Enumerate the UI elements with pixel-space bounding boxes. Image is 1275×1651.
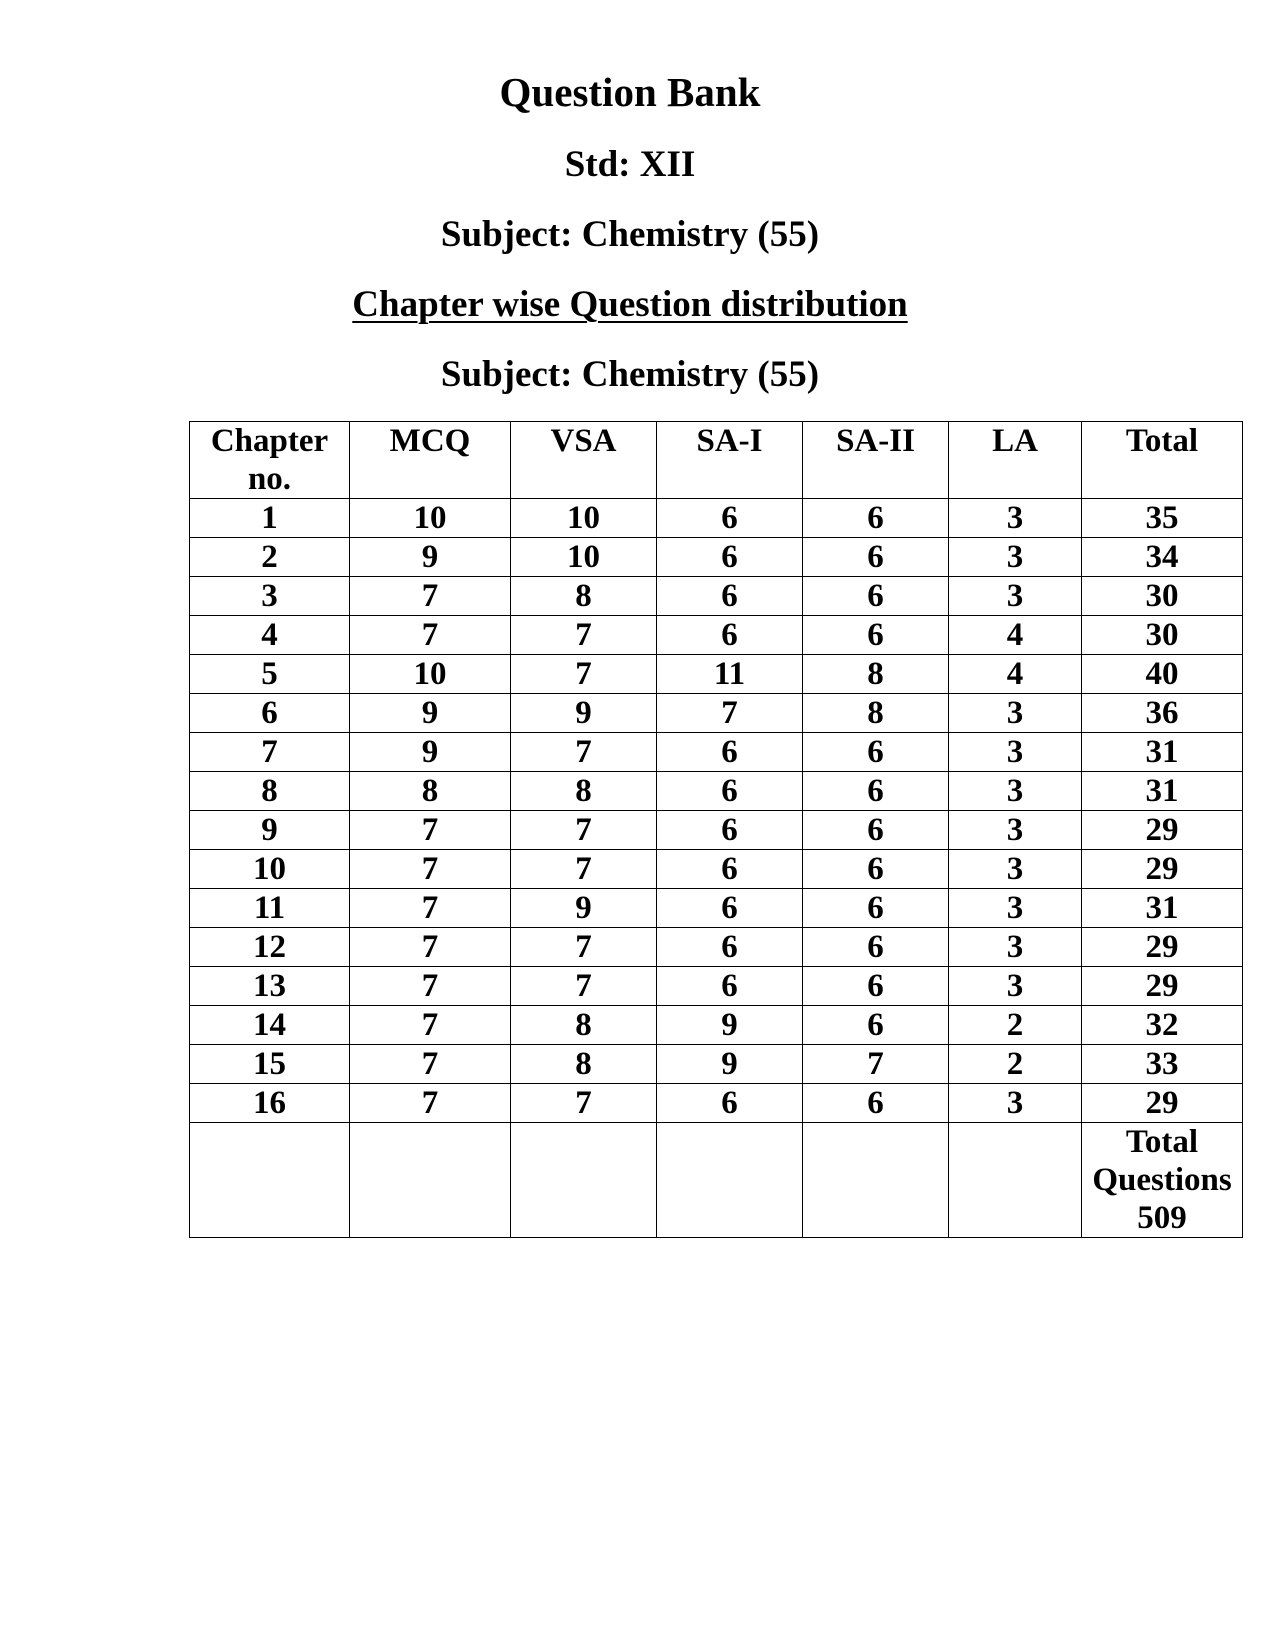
cell-chapter-no: 15 [190,1045,350,1084]
cell-la: 3 [949,889,1082,928]
cell-mcq: 7 [350,889,511,928]
total-questions-value: 509 [1137,1200,1187,1236]
cell-sa1: 6 [657,577,803,616]
cell-mcq: 7 [350,1006,511,1045]
cell-sa2: 6 [803,928,949,967]
cell-total: 29 [1082,928,1243,967]
cell-sa1: 9 [657,1045,803,1084]
cell-total: 33 [1082,1045,1243,1084]
cell-chapter-no: 4 [190,616,350,655]
table-row [190,1045,1243,1084]
cell-chapter-no: 16 [190,1084,350,1123]
cell-la: 4 [949,655,1082,694]
cell-mcq: 7 [350,928,511,967]
cell-la: 3 [949,694,1082,733]
cell-vsa: 10 [511,538,657,577]
subject-label: Subject: Chemistry (55) [440,214,820,255]
cell-la: 3 [949,772,1082,811]
table-row [190,811,1243,850]
cell-sa2: 8 [803,694,949,733]
cell-sa1: 6 [657,733,803,772]
cell-sa1: 6 [657,850,803,889]
cell-mcq: 8 [350,772,511,811]
cell-sa1: 6 [657,772,803,811]
cell-total: 29 [1082,1084,1243,1123]
cell-total: 40 [1082,655,1243,694]
cell-sa1: 6 [657,538,803,577]
cell-vsa: 7 [511,850,657,889]
cell-vsa: 7 [511,616,657,655]
header-sa1: SA-I [657,422,803,499]
cell-mcq: 9 [350,694,511,733]
cell-la: 2 [949,1045,1082,1084]
cell-la: 3 [949,499,1082,538]
cell-sa1: 6 [657,889,803,928]
cell-total: 31 [1082,889,1243,928]
cell-total: 29 [1082,811,1243,850]
header-chapter-line1: Chapter [210,423,329,459]
cell-mcq: 7 [350,1045,511,1084]
cell-vsa: 9 [511,889,657,928]
page-title: Question Bank [499,69,761,115]
empty-cell [350,1123,511,1238]
table-row [190,1006,1243,1045]
cell-chapter-no: 12 [190,928,350,967]
cell-sa2: 8 [803,655,949,694]
cell-mcq: 7 [350,811,511,850]
cell-sa1: 7 [657,694,803,733]
header-chapter-no [190,422,350,499]
cell-vsa: 7 [511,655,657,694]
cell-sa1: 6 [657,1084,803,1123]
cell-chapter-no: 14 [190,1006,350,1045]
table-total-row [190,1123,1243,1238]
cell-la: 3 [949,811,1082,850]
table-row [190,1084,1243,1123]
cell-la: 3 [949,538,1082,577]
cell-total: 32 [1082,1006,1243,1045]
empty-cell [949,1123,1082,1238]
cell-la: 3 [949,928,1082,967]
table-row [190,655,1243,694]
cell-total: 36 [1082,694,1243,733]
cell-sa2: 6 [803,1084,949,1123]
cell-vsa: 7 [511,811,657,850]
cell-la: 3 [949,1084,1082,1123]
cell-chapter-no: 11 [190,889,350,928]
cell-vsa: 7 [511,733,657,772]
cell-vsa: 7 [511,928,657,967]
header-mcq: MCQ [350,422,511,499]
cell-sa2: 6 [803,889,949,928]
cell-mcq: 9 [350,733,511,772]
cell-vsa: 7 [511,1084,657,1123]
cell-sa2: 6 [803,616,949,655]
cell-mcq: 10 [350,655,511,694]
cell-mcq: 10 [350,499,511,538]
cell-chapter-no: 9 [190,811,350,850]
cell-sa2: 6 [803,811,949,850]
question-distribution-table [189,421,1243,1238]
table-row [190,616,1243,655]
header-total: Total [1082,422,1243,499]
cell-vsa: 7 [511,967,657,1006]
table-row [190,499,1243,538]
cell-sa2: 6 [803,538,949,577]
cell-vsa: 9 [511,694,657,733]
cell-sa2: 6 [803,1006,949,1045]
header-la: LA [949,422,1082,499]
header-sa2: SA-II [803,422,949,499]
cell-vsa: 10 [511,499,657,538]
table-body [190,499,1243,1123]
subject-label-repeat: Subject: Chemistry (55) [440,354,820,395]
table-row [190,772,1243,811]
cell-total: 30 [1082,616,1243,655]
questions-label: Questions [1092,1162,1232,1198]
header-vsa: VSA [511,422,657,499]
cell-sa2: 6 [803,967,949,1006]
empty-cell [657,1123,803,1238]
cell-chapter-no: 1 [190,499,350,538]
cell-sa1: 6 [657,499,803,538]
empty-cell [190,1123,350,1238]
cell-sa1: 6 [657,967,803,1006]
cell-sa1: 9 [657,1006,803,1045]
table-header-row [190,422,1243,499]
cell-total: 29 [1082,850,1243,889]
cell-la: 3 [949,850,1082,889]
total-label: Total [1125,1124,1199,1160]
standard-label: Std: XII [564,144,696,185]
cell-total: 31 [1082,772,1243,811]
cell-mcq: 7 [350,577,511,616]
cell-chapter-no: 2 [190,538,350,577]
cell-vsa: 8 [511,577,657,616]
header-chapter-line2: no. [247,461,292,497]
cell-sa1: 6 [657,928,803,967]
cell-total: 30 [1082,577,1243,616]
cell-la: 2 [949,1006,1082,1045]
cell-sa1: 6 [657,811,803,850]
cell-la: 3 [949,967,1082,1006]
cell-chapter-no: 6 [190,694,350,733]
cell-mcq: 9 [350,538,511,577]
cell-chapter-no: 5 [190,655,350,694]
cell-chapter-no: 3 [190,577,350,616]
table-row [190,538,1243,577]
distribution-heading: Chapter wise Question distribution [352,284,908,325]
cell-chapter-no: 13 [190,967,350,1006]
empty-cell [803,1123,949,1238]
cell-sa2: 6 [803,499,949,538]
cell-sa1: 11 [657,655,803,694]
cell-la: 3 [949,577,1082,616]
cell-sa2: 6 [803,577,949,616]
cell-sa2: 7 [803,1045,949,1084]
cell-sa1: 6 [657,616,803,655]
cell-vsa: 8 [511,1045,657,1084]
total-questions-cell [1082,1123,1243,1238]
table-row [190,889,1243,928]
table-row [190,967,1243,1006]
cell-total: 29 [1082,967,1243,1006]
cell-chapter-no: 10 [190,850,350,889]
cell-total: 35 [1082,499,1243,538]
table-row [190,577,1243,616]
cell-vsa: 8 [511,772,657,811]
cell-mcq: 7 [350,616,511,655]
table-row [190,850,1243,889]
cell-sa2: 6 [803,733,949,772]
cell-mcq: 7 [350,967,511,1006]
cell-la: 4 [949,616,1082,655]
cell-chapter-no: 7 [190,733,350,772]
table-row [190,733,1243,772]
cell-sa2: 6 [803,850,949,889]
empty-cell [511,1123,657,1238]
table-row [190,928,1243,967]
table-row [190,694,1243,733]
cell-sa2: 6 [803,772,949,811]
cell-total: 34 [1082,538,1243,577]
cell-mcq: 7 [350,850,511,889]
cell-la: 3 [949,733,1082,772]
cell-mcq: 7 [350,1084,511,1123]
cell-total: 31 [1082,733,1243,772]
cell-chapter-no: 8 [190,772,350,811]
cell-vsa: 8 [511,1006,657,1045]
